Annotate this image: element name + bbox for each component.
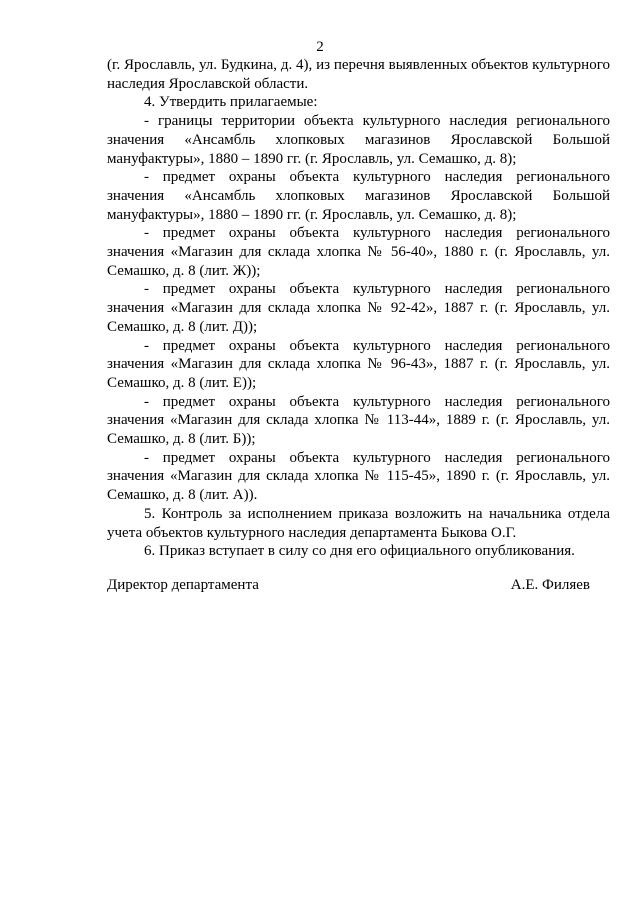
paragraph-protection-store-113-44: - предмет охраны объекта культурного наследия регионального значения «Магазин для склада хлопка № 113-44», 1889 г. (г. Ярославль, ул. Семашко, д. 8 (лит. Б));	[107, 393, 610, 448]
signature-block	[107, 576, 590, 594]
paragraph-item-6-effective: 6. Приказ вступает в силу со дня его официального опубликования.	[144, 543, 575, 560]
paragraph-protection-store-56-40: - предмет охраны объекта культурного наследия регионального значения «Магазин для склада хлопка № 56-40», 1880 г. (г. Ярославль, ул. Семашко, д. 8 (лит. Ж));	[107, 225, 610, 279]
paragraph-item-5-control: 5. Контроль за исполнением приказа возложить на начальника отдела учета объектов культурного наследия департамента Быкова О.Г.	[107, 505, 610, 541]
paragraph-protection-store-96-43: - предмет охраны объекта культурного наследия регионального значения «Магазин для склада хлопка № 96-43», 1887 г. (г. Ярославль, ул. Семашко, д. 8 (лит. Е));	[107, 337, 610, 391]
paragraph-territory-boundaries: - границы территории объекта культурного наследия регионального значения «Ансамбль хлопковых магазинов Ярославской Большой мануфактуры», 1880 – 1890 гг. (г. Ярославль, ул. Семашко, д. 8);	[107, 113, 610, 167]
paragraph-protection-store-115-45: - предмет охраны объекта культурного наследия регионального значения «Магазин для склада хлопка № 115-45», 1890 г. (г. Ярославль, ул. Семашко, д. 8 (лит. А)).	[107, 449, 610, 504]
paragraph-continuation: (г. Ярославль, ул. Будкина, д. 4), из перечня выявленных объектов культурного наследия Ярославской области.	[107, 57, 610, 92]
paragraph-protection-ensemble: - предмет охраны объекта культурного наследия регионального значения «Ансамбль хлопковых магазинов Ярославской Большой мануфактуры», 1880 – 1890 гг. (г. Ярославль, ул. Семашко, д. 8);	[107, 169, 610, 223]
signatory-name: А.Е. Филяев	[510, 577, 590, 593]
signatory-position: Директор департамента	[107, 577, 259, 593]
document-body	[107, 56, 610, 561]
paragraph-protection-store-92-42: - предмет охраны объекта культурного наследия регионального значения «Магазин для склада хлопка № 92-42», 1887 г. (г. Ярославль, ул. Семашко, д. 8 (лит. Д));	[107, 281, 610, 335]
paragraph-item-4: 4. Утвердить прилагаемые:	[144, 94, 318, 111]
page-number: 2	[316, 39, 324, 55]
